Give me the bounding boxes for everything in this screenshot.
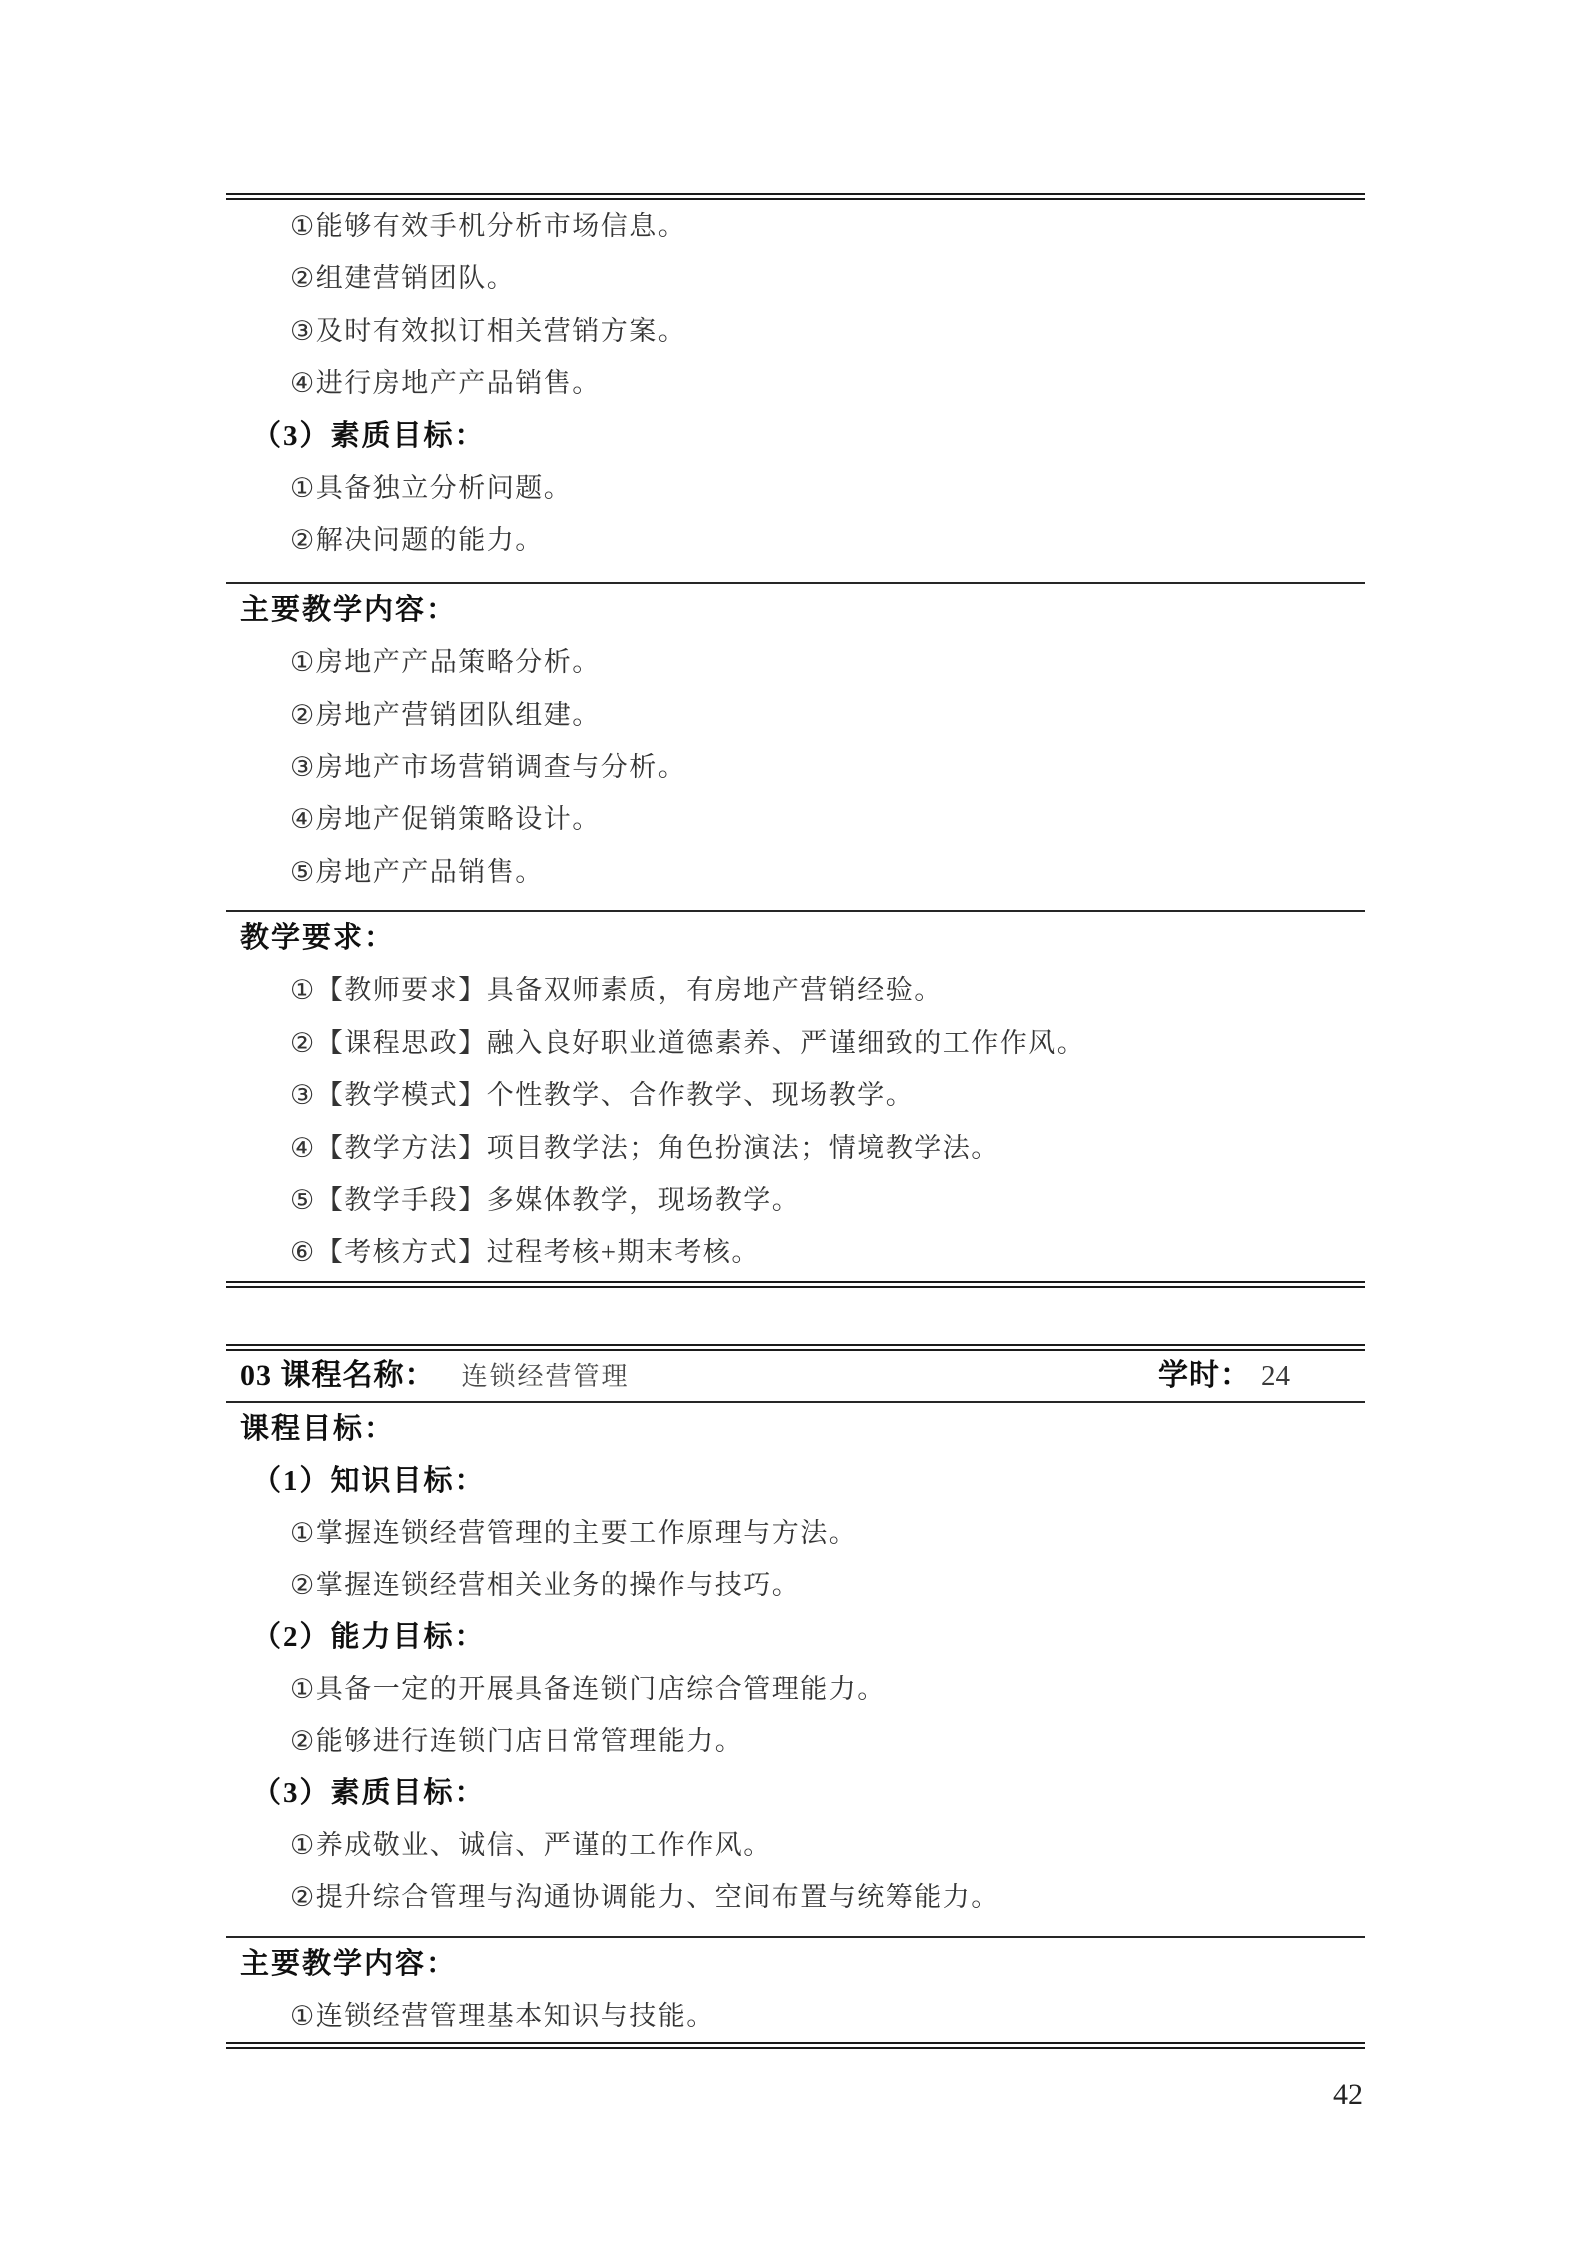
course-section-table-03 (226, 1344, 1365, 2049)
list-item: ②房地产营销团队组建。 (290, 699, 601, 730)
course-name: 连锁经营管理 (461, 1362, 630, 1391)
list-item: ⑤房地产产品销售。 (290, 856, 544, 887)
list-item: ①具备独立分析问题。 (290, 472, 573, 503)
list-item: ④进行房地产产品销售。 (290, 368, 601, 399)
list-item: ②组建营销团队。 (290, 263, 516, 294)
list-item: ①房地产产品策略分析。 (290, 647, 601, 678)
list-item: ③及时有效拟订相关营销方案。 (290, 315, 687, 346)
list-item: ⑤【教学手段】多媒体教学，现场教学。 (290, 1185, 801, 1216)
course-number-label: 03 课程名称： (240, 1359, 436, 1392)
knowledge-goals-heading: （1）知识目标： (252, 1465, 486, 1497)
list-item: ②掌握连锁经营相关业务的操作与技巧。 (290, 1570, 801, 1600)
course-hours (1158, 1351, 1290, 1406)
ability-goals-heading: （2）能力目标： (252, 1621, 486, 1653)
page-number: 42 (1333, 2078, 1363, 2111)
list-item: ①养成敬业、诚信、严谨的工作作风。 (290, 1830, 772, 1860)
list-item: ④【教学方法】项目教学法；角色扮演法；情境教学法。 (290, 1132, 1000, 1163)
list-item: ⑥【考核方式】过程考核+期末考核。 (290, 1237, 760, 1268)
course-section-table-02 (226, 193, 1365, 1288)
list-item: ③【教学模式】个性教学、合作教学、现场教学。 (290, 1080, 915, 1111)
list-item: ①能够有效手机分析市场信息。 (290, 211, 687, 241)
course-objectives-heading: 课程目标： (240, 1413, 396, 1445)
list-item: ①【教师要求】具备双师素质，有房地产营销经验。 (290, 975, 943, 1006)
hours-label: 学时： (1158, 1359, 1251, 1392)
list-item: ④房地产促销策略设计。 (290, 804, 601, 835)
course-header-row (226, 1351, 1365, 1403)
list-item: ②能够进行连锁门店日常管理能力。 (290, 1726, 744, 1756)
list-item: ②【课程思政】融入良好职业道德素养、严谨细致的工作作风。 (290, 1027, 1086, 1058)
list-item: ②提升综合管理与沟通协调能力、空间布置与统筹能力。 (290, 1882, 1000, 1912)
hours-value: 24 (1261, 1360, 1290, 1392)
teaching-content-heading: 主要教学内容： (240, 593, 458, 626)
list-item: ③房地产市场营销调查与分析。 (290, 751, 687, 782)
list-item: ①具备一定的开展具备连锁门店综合管理能力。 (290, 1674, 886, 1704)
quality-goals-heading: （3）素质目标： (252, 419, 486, 452)
list-item: ②解决问题的能力。 (290, 525, 544, 556)
quality-goals-heading: （3）素质目标： (252, 1777, 486, 1809)
teaching-content-heading: 主要教学内容： (240, 1948, 458, 1980)
teaching-requirements-heading: 教学要求： (240, 922, 396, 955)
list-item: ①连锁经营管理基本知识与技能。 (290, 2001, 715, 2031)
list-item: ①掌握连锁经营管理的主要工作原理与方法。 (290, 1518, 858, 1548)
